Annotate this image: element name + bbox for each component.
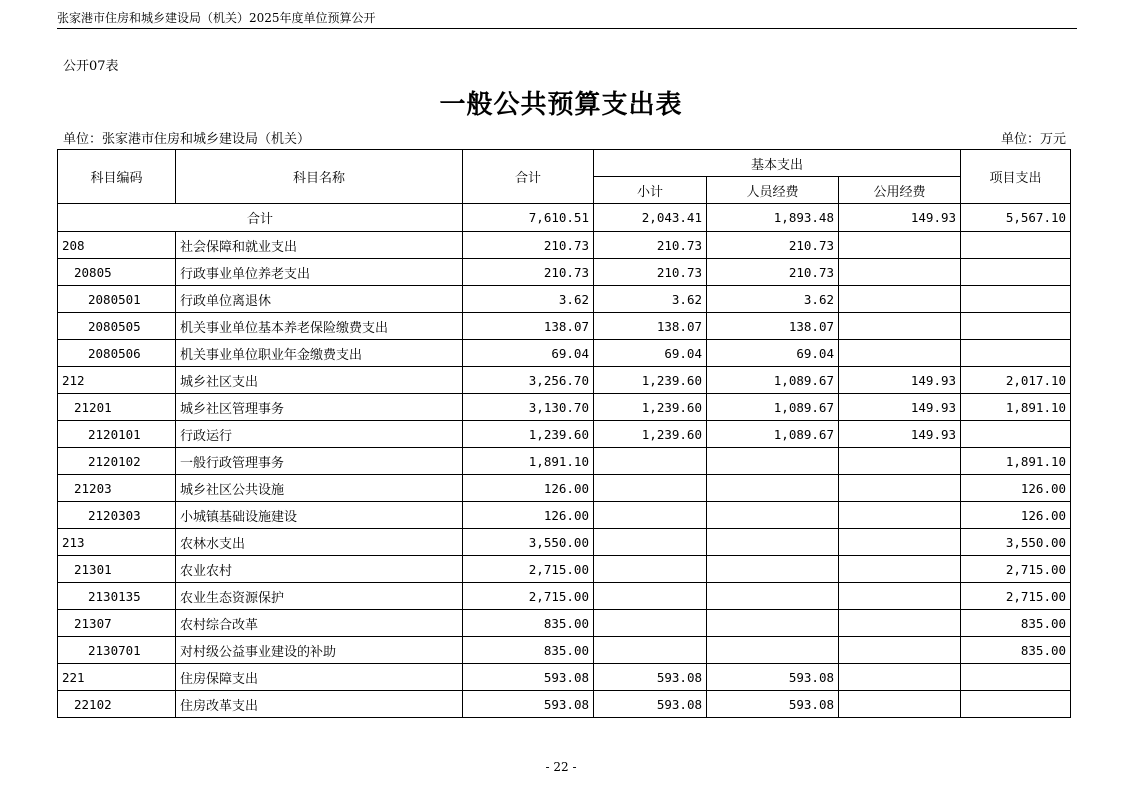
total-amount-cell: 1,239.60 <box>463 421 594 448</box>
project-amount-cell: 1,891.10 <box>961 448 1071 475</box>
project-amount-cell <box>961 664 1071 691</box>
table-row <box>58 421 1071 448</box>
public-amount-cell <box>839 556 961 583</box>
public-amount-cell: 149.93 <box>839 394 961 421</box>
project-amount-cell <box>961 232 1071 259</box>
project-amount-cell <box>961 286 1071 313</box>
subject-name-cell: 对村级公益事业建设的补助 <box>176 637 463 664</box>
personnel-amount-cell: 3.62 <box>707 286 839 313</box>
table-row <box>58 529 1071 556</box>
table-row <box>58 664 1071 691</box>
personnel-amount-cell: 69.04 <box>707 340 839 367</box>
public-amount-cell <box>839 313 961 340</box>
subtotal-amount-cell: 1,239.60 <box>594 394 707 421</box>
total-amount-cell: 593.08 <box>463 691 594 718</box>
subject-name-cell: 机关事业单位基本养老保险缴费支出 <box>176 313 463 340</box>
organization-unit-label: 单位：张家港市住房和城乡建设局（机关） <box>63 132 311 147</box>
column-header-project-expenditure: 项目支出 <box>961 150 1071 204</box>
project-amount-cell <box>961 691 1071 718</box>
subject-name-cell: 小城镇基础设施建设 <box>176 502 463 529</box>
total-amount-cell: 835.00 <box>463 610 594 637</box>
subject-code-cell: 2080505 <box>58 313 176 340</box>
subtotal-amount-cell: 1,239.60 <box>594 367 707 394</box>
personnel-amount-cell <box>707 529 839 556</box>
project-amount-cell: 2,715.00 <box>961 583 1071 610</box>
personnel-amount-cell <box>707 637 839 664</box>
subtotal-amount-cell: 3.62 <box>594 286 707 313</box>
table-row <box>58 313 1071 340</box>
total-row-label: 合计 <box>58 204 463 232</box>
subject-code-cell: 21201 <box>58 394 176 421</box>
total-amount-cell: 126.00 <box>463 502 594 529</box>
table-row <box>58 259 1071 286</box>
column-header-public: 公用经费 <box>839 177 961 204</box>
personnel-amount-cell <box>707 502 839 529</box>
document-header <box>57 8 1077 29</box>
subtotal-amount-cell: 210.73 <box>594 259 707 286</box>
subtotal-amount-cell <box>594 583 707 610</box>
subtotal-amount-cell: 138.07 <box>594 313 707 340</box>
subtotal-amount-cell <box>594 637 707 664</box>
total-amount-cell: 593.08 <box>463 664 594 691</box>
public-amount-cell <box>839 691 961 718</box>
subject-name-cell: 一般行政管理事务 <box>176 448 463 475</box>
subject-code-cell: 21203 <box>58 475 176 502</box>
total-row-total: 7,610.51 <box>463 204 594 232</box>
table-row <box>58 286 1071 313</box>
personnel-amount-cell <box>707 556 839 583</box>
column-header-subtotal: 小计 <box>594 177 707 204</box>
total-amount-cell: 1,891.10 <box>463 448 594 475</box>
table-row <box>58 556 1071 583</box>
subtotal-amount-cell: 593.08 <box>594 664 707 691</box>
total-amount-cell: 138.07 <box>463 313 594 340</box>
subtotal-amount-cell: 1,239.60 <box>594 421 707 448</box>
column-header-name: 科目名称 <box>176 150 463 204</box>
table-row <box>58 232 1071 259</box>
subject-name-cell: 城乡社区支出 <box>176 367 463 394</box>
total-row-personnel: 1,893.48 <box>707 204 839 232</box>
personnel-amount-cell: 210.73 <box>707 232 839 259</box>
total-amount-cell: 3,130.70 <box>463 394 594 421</box>
subject-name-cell: 行政事业单位养老支出 <box>176 259 463 286</box>
subtotal-amount-cell <box>594 475 707 502</box>
table-row <box>58 502 1071 529</box>
table-row <box>58 610 1071 637</box>
public-amount-cell: 149.93 <box>839 421 961 448</box>
page-title: 一般公共预算支出表 <box>439 90 683 120</box>
subject-name-cell: 城乡社区管理事务 <box>176 394 463 421</box>
personnel-amount-cell: 593.08 <box>707 664 839 691</box>
subject-name-cell: 农林水支出 <box>176 529 463 556</box>
public-amount-cell <box>839 502 961 529</box>
subject-code-cell: 20805 <box>58 259 176 286</box>
project-amount-cell <box>961 259 1071 286</box>
document-header-text: 张家港市住房和城乡建设局（机关）2025年度单位预算公开 <box>57 11 376 25</box>
total-row-subtotal: 2,043.41 <box>594 204 707 232</box>
column-header-basic-expenditure: 基本支出 <box>594 150 961 177</box>
total-amount-cell: 835.00 <box>463 637 594 664</box>
subject-name-cell: 农村综合改革 <box>176 610 463 637</box>
subject-code-cell: 21307 <box>58 610 176 637</box>
total-amount-cell: 3,550.00 <box>463 529 594 556</box>
page-number: - 22 - <box>545 760 577 774</box>
subject-code-cell: 2130701 <box>58 637 176 664</box>
total-amount-cell: 210.73 <box>463 259 594 286</box>
subtotal-amount-cell <box>594 529 707 556</box>
subject-code-cell: 2120102 <box>58 448 176 475</box>
public-amount-cell: 149.93 <box>839 367 961 394</box>
public-amount-cell <box>839 664 961 691</box>
subject-code-cell: 21301 <box>58 556 176 583</box>
project-amount-cell <box>961 313 1071 340</box>
table-row <box>58 475 1071 502</box>
personnel-amount-cell: 138.07 <box>707 313 839 340</box>
subject-code-cell: 2130135 <box>58 583 176 610</box>
public-amount-cell <box>839 637 961 664</box>
public-amount-cell <box>839 259 961 286</box>
subtotal-amount-cell: 593.08 <box>594 691 707 718</box>
personnel-amount-cell: 1,089.67 <box>707 394 839 421</box>
personnel-amount-cell <box>707 610 839 637</box>
subtotal-amount-cell <box>594 448 707 475</box>
subject-code-cell: 2080501 <box>58 286 176 313</box>
project-amount-cell: 835.00 <box>961 610 1071 637</box>
personnel-amount-cell <box>707 475 839 502</box>
personnel-amount-cell: 1,089.67 <box>707 367 839 394</box>
total-amount-cell: 69.04 <box>463 340 594 367</box>
table-row <box>58 340 1071 367</box>
public-amount-cell <box>839 232 961 259</box>
public-amount-cell <box>839 448 961 475</box>
personnel-amount-cell: 593.08 <box>707 691 839 718</box>
project-amount-cell <box>961 340 1071 367</box>
total-row-project: 5,567.10 <box>961 204 1071 232</box>
subtotal-amount-cell <box>594 610 707 637</box>
personnel-amount-cell: 210.73 <box>707 259 839 286</box>
table-row <box>58 394 1071 421</box>
subject-name-cell: 住房改革支出 <box>176 691 463 718</box>
subject-name-cell: 农业农村 <box>176 556 463 583</box>
table-row <box>58 583 1071 610</box>
subject-code-cell: 221 <box>58 664 176 691</box>
subject-name-cell: 住房保障支出 <box>176 664 463 691</box>
project-amount-cell: 835.00 <box>961 637 1071 664</box>
project-amount-cell <box>961 421 1071 448</box>
public-amount-cell <box>839 529 961 556</box>
total-row <box>58 204 1071 232</box>
total-amount-cell: 210.73 <box>463 232 594 259</box>
subject-name-cell: 机关事业单位职业年金缴费支出 <box>176 340 463 367</box>
subject-code-cell: 2120303 <box>58 502 176 529</box>
column-header-total: 合计 <box>463 150 594 204</box>
public-amount-cell <box>839 610 961 637</box>
total-row-public: 149.93 <box>839 204 961 232</box>
project-amount-cell: 2,017.10 <box>961 367 1071 394</box>
subject-code-cell: 212 <box>58 367 176 394</box>
public-amount-cell <box>839 286 961 313</box>
personnel-amount-cell <box>707 448 839 475</box>
subject-name-cell: 社会保障和就业支出 <box>176 232 463 259</box>
subtotal-amount-cell: 69.04 <box>594 340 707 367</box>
table-row <box>58 691 1071 718</box>
subtotal-amount-cell: 210.73 <box>594 232 707 259</box>
public-amount-cell <box>839 475 961 502</box>
subject-code-cell: 2120101 <box>58 421 176 448</box>
public-amount-cell <box>839 583 961 610</box>
form-number: 公开07表 <box>63 59 119 74</box>
currency-unit-label: 单位：万元 <box>1000 132 1066 147</box>
subject-name-cell: 农业生态资源保护 <box>176 583 463 610</box>
total-amount-cell: 3.62 <box>463 286 594 313</box>
table-row <box>58 448 1071 475</box>
total-amount-cell: 2,715.00 <box>463 583 594 610</box>
subject-code-cell: 213 <box>58 529 176 556</box>
subject-code-cell: 208 <box>58 232 176 259</box>
table-row <box>58 367 1071 394</box>
personnel-amount-cell <box>707 583 839 610</box>
project-amount-cell: 126.00 <box>961 475 1071 502</box>
subtotal-amount-cell <box>594 502 707 529</box>
project-amount-cell: 126.00 <box>961 502 1071 529</box>
total-amount-cell: 3,256.70 <box>463 367 594 394</box>
subject-code-cell: 22102 <box>58 691 176 718</box>
subject-name-cell: 行政运行 <box>176 421 463 448</box>
project-amount-cell: 3,550.00 <box>961 529 1071 556</box>
subject-name-cell: 城乡社区公共设施 <box>176 475 463 502</box>
project-amount-cell: 2,715.00 <box>961 556 1071 583</box>
personnel-amount-cell: 1,089.67 <box>707 421 839 448</box>
subject-name-cell: 行政单位离退休 <box>176 286 463 313</box>
table-row <box>58 637 1071 664</box>
subject-code-cell: 2080506 <box>58 340 176 367</box>
project-amount-cell: 1,891.10 <box>961 394 1071 421</box>
budget-expenditure-table <box>57 149 1071 718</box>
column-header-personnel: 人员经费 <box>707 177 839 204</box>
column-header-code: 科目编码 <box>58 150 176 204</box>
total-amount-cell: 2,715.00 <box>463 556 594 583</box>
total-amount-cell: 126.00 <box>463 475 594 502</box>
public-amount-cell <box>839 340 961 367</box>
subtotal-amount-cell <box>594 556 707 583</box>
